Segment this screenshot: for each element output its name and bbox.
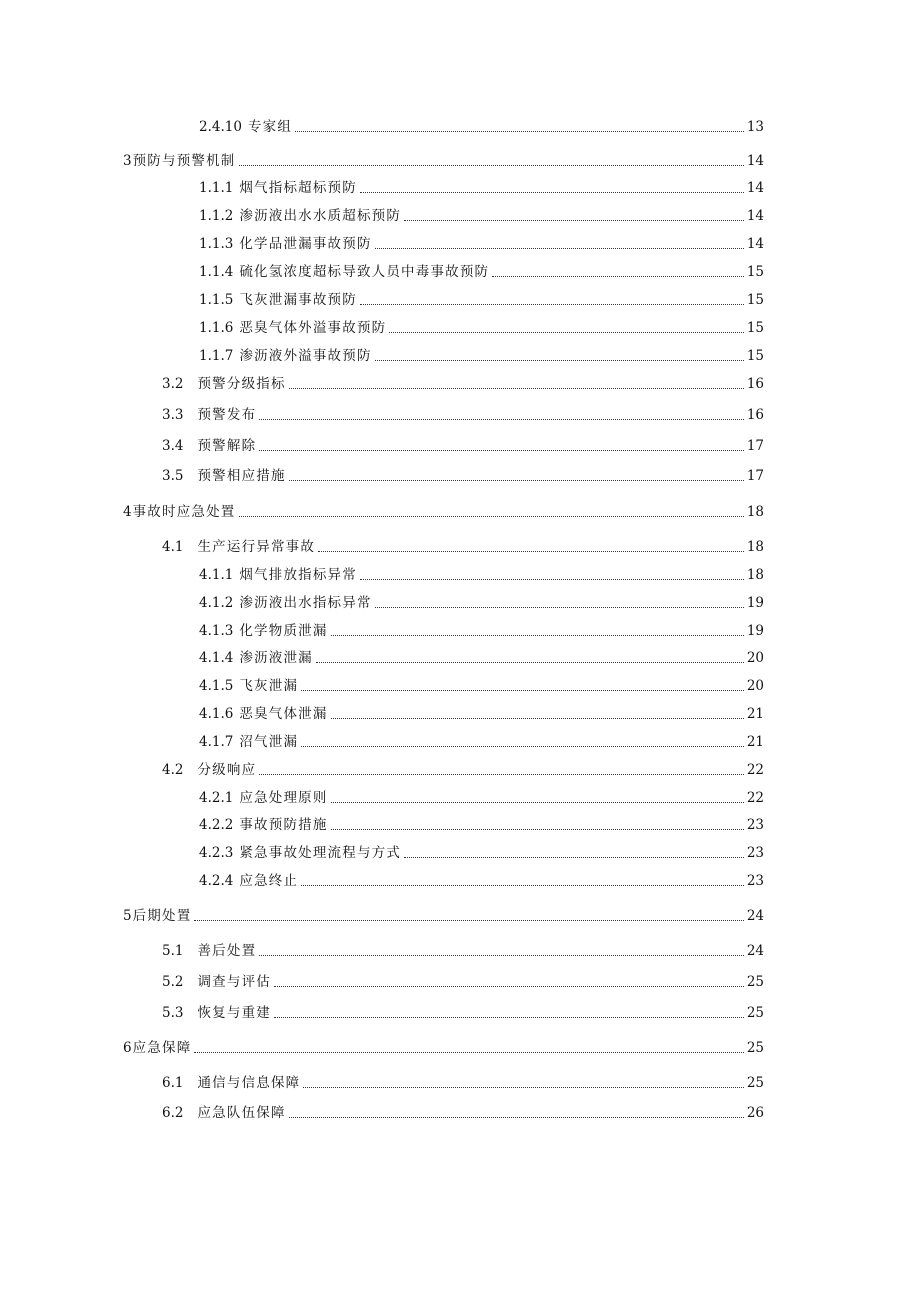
toc-number: 3	[123, 153, 132, 169]
toc-number: 4.2.1	[199, 790, 234, 806]
toc-number: 4.2	[162, 762, 184, 778]
toc-page: 21	[746, 734, 764, 750]
toc-number: 4	[123, 504, 132, 520]
toc-leader	[289, 480, 744, 481]
toc-title: 专家组	[247, 119, 293, 135]
toc-number: 3.5	[162, 468, 184, 484]
toc-page: 25	[746, 1075, 764, 1091]
toc-number: 3.4	[162, 438, 184, 454]
toc-title: 事故预防措施	[239, 817, 328, 833]
toc-entry[interactable]	[199, 648, 764, 668]
toc-page: 15	[746, 348, 764, 364]
toc-number: 5.2	[162, 974, 184, 990]
toc-page: 17	[746, 438, 764, 454]
toc-entry[interactable]	[123, 906, 764, 926]
toc-entry[interactable]	[199, 117, 764, 137]
toc-page: 25	[746, 1040, 764, 1056]
toc-page: 23	[746, 817, 764, 833]
toc-title: 紧急事故处理流程与方式	[239, 845, 402, 861]
toc-entry[interactable]	[199, 234, 764, 254]
toc-page: 21	[746, 706, 764, 722]
toc-number: 4.1.3	[199, 623, 234, 639]
toc-title: 化学品泄漏事故预防	[239, 236, 372, 252]
toc-leader	[331, 802, 744, 803]
toc-number: 4.1.2	[199, 595, 234, 611]
toc-title: 渗沥液泄漏	[239, 650, 313, 666]
toc-page: 20	[746, 678, 764, 694]
toc-number: 1.1.4	[199, 264, 234, 280]
toc-entry[interactable]	[162, 537, 764, 557]
toc-page: 23	[746, 873, 764, 889]
toc-leader	[289, 388, 744, 389]
toc-page: 13	[746, 119, 764, 135]
toc-leader	[375, 607, 744, 608]
toc-number: 1.1.2	[199, 208, 234, 224]
toc-title: 预防与预警机制	[132, 153, 236, 169]
toc-leader	[301, 746, 744, 747]
toc-leader	[404, 220, 744, 221]
toc-page: 18	[746, 567, 764, 583]
toc-leader	[259, 774, 744, 775]
toc-number: 4.1.1	[199, 567, 234, 583]
toc-leader	[360, 579, 744, 580]
toc-entry[interactable]	[162, 436, 764, 456]
toc-title: 预警相应措施	[197, 468, 286, 484]
toc-number: 5.3	[162, 1005, 184, 1021]
toc-leader	[301, 690, 744, 691]
toc-title: 通信与信息保障	[197, 1075, 301, 1091]
toc-title: 预警发布	[197, 407, 257, 423]
toc-title: 恢复与重建	[197, 1005, 271, 1021]
toc-title: 后期处置	[132, 908, 192, 924]
toc-leader	[301, 885, 744, 886]
toc-entry[interactable]	[162, 1073, 764, 1093]
toc-title: 恶臭气体外溢事故预防	[239, 320, 387, 336]
toc-leader	[274, 986, 744, 987]
toc-title: 善后处置	[197, 943, 257, 959]
toc-leader	[259, 419, 744, 420]
toc-page: 19	[746, 623, 764, 639]
toc-title: 生产运行异常事故	[197, 539, 316, 555]
toc-entry[interactable]	[162, 1103, 764, 1123]
toc-number: 6	[123, 1040, 132, 1056]
toc-title: 渗沥液出水水质超标预防	[239, 208, 402, 224]
toc-number: 4.2.4	[199, 873, 234, 889]
toc-number: 4.1.5	[199, 678, 234, 694]
toc-number: 6.1	[162, 1075, 184, 1091]
toc-entry[interactable]	[199, 704, 764, 724]
toc-page: 22	[746, 790, 764, 806]
toc-number: 4.1.7	[199, 734, 234, 750]
toc-entry[interactable]	[199, 871, 764, 891]
toc-page: 17	[746, 468, 764, 484]
toc-leader	[375, 248, 744, 249]
toc-leader	[360, 192, 744, 193]
toc-entry[interactable]	[123, 151, 764, 171]
toc-number: 4.2.2	[199, 817, 234, 833]
toc-leader	[239, 165, 744, 166]
toc-title: 烟气排放指标异常	[239, 567, 357, 583]
toc-page: 15	[746, 292, 764, 308]
toc-number: 1.1.3	[199, 236, 234, 252]
toc-leader	[375, 360, 744, 361]
toc-entry[interactable]	[162, 760, 764, 780]
toc-leader	[331, 829, 744, 830]
toc-title: 应急保障	[132, 1040, 192, 1056]
toc-number: 2.4.10	[199, 119, 242, 135]
toc-page: 16	[746, 407, 764, 423]
toc-entry[interactable]	[199, 290, 764, 310]
toc-page: 16	[746, 376, 764, 392]
toc-number: 4.1.6	[199, 706, 234, 722]
toc-leader	[289, 1117, 744, 1118]
toc-leader	[303, 1087, 743, 1088]
toc-title: 应急队伍保障	[197, 1105, 286, 1121]
toc-number: 1.1.1	[199, 180, 234, 196]
toc-page: 14	[746, 153, 764, 169]
toc-title: 渗沥液外溢事故预防	[239, 348, 372, 364]
toc-entry[interactable]	[199, 621, 764, 641]
toc-leader	[295, 131, 744, 132]
toc-title: 化学物质泄漏	[239, 623, 328, 639]
toc-page: 18	[746, 539, 764, 555]
toc-title: 事故时应急处置	[132, 504, 236, 520]
toc-entry[interactable]	[199, 815, 764, 835]
toc-leader	[389, 332, 743, 333]
toc-title: 沼气泄漏	[239, 734, 299, 750]
toc-page: 20	[746, 650, 764, 666]
toc-leader	[259, 450, 744, 451]
toc-entry[interactable]	[162, 405, 764, 425]
toc-leader	[492, 276, 744, 277]
toc-title: 应急处理原则	[239, 790, 328, 806]
toc-title: 渗沥液出水指标异常	[239, 595, 372, 611]
toc-page: 18	[746, 504, 764, 520]
toc-entry[interactable]	[123, 502, 764, 522]
toc-entry[interactable]	[162, 1003, 764, 1023]
toc-page: 24	[746, 908, 764, 924]
toc-title: 硫化氢浓度超标导致人员中毒事故预防	[239, 264, 490, 280]
toc-entry[interactable]	[199, 732, 764, 752]
toc-number: 1.1.6	[199, 320, 234, 336]
toc-entry[interactable]	[199, 262, 764, 282]
toc-title: 飞灰泄漏	[239, 678, 299, 694]
toc-page: 19	[746, 595, 764, 611]
toc-number: 4.1	[162, 539, 184, 555]
toc-page: 14	[746, 180, 764, 196]
toc-entry[interactable]	[199, 843, 764, 863]
toc-entry[interactable]	[199, 318, 764, 338]
toc-page: 25	[746, 1005, 764, 1021]
toc-number: 5.1	[162, 943, 184, 959]
toc-entry[interactable]	[162, 941, 764, 961]
toc-title: 调查与评估	[197, 974, 271, 990]
toc-leader	[194, 1052, 743, 1053]
toc-title: 预警分级指标	[197, 376, 286, 392]
toc-leader	[239, 516, 744, 517]
toc-entry[interactable]	[123, 1038, 764, 1058]
toc-title: 飞灰泄漏事故预防	[239, 292, 357, 308]
toc-title: 预警解除	[197, 438, 257, 454]
toc-number: 5	[123, 908, 132, 924]
toc-page: 14	[746, 236, 764, 252]
toc-leader	[331, 718, 744, 719]
toc-title: 分级响应	[197, 762, 257, 778]
toc-number: 4.1.4	[199, 650, 234, 666]
toc-entry[interactable]	[199, 676, 764, 696]
toc-number: 4.2.3	[199, 845, 234, 861]
toc-page: 22	[746, 762, 764, 778]
toc-entry[interactable]	[199, 346, 764, 366]
toc-entry[interactable]	[162, 972, 764, 992]
toc-leader	[318, 551, 744, 552]
toc-entry[interactable]	[199, 593, 764, 613]
toc-page: 24	[746, 943, 764, 959]
toc-entry[interactable]	[199, 788, 764, 808]
toc-number: 3.2	[162, 376, 184, 392]
toc-title: 烟气指标超标预防	[239, 180, 357, 196]
toc-page: 15	[746, 320, 764, 336]
toc-page: 25	[746, 974, 764, 990]
toc-leader	[360, 304, 744, 305]
toc-page: 15	[746, 264, 764, 280]
toc-leader	[331, 635, 744, 636]
toc-page: 26	[746, 1105, 764, 1121]
toc-title: 恶臭气体泄漏	[239, 706, 328, 722]
toc-number: 1.1.7	[199, 348, 234, 364]
toc-leader	[316, 662, 744, 663]
toc-number: 6.2	[162, 1105, 184, 1121]
toc-number: 3.3	[162, 407, 184, 423]
toc-page: 14	[746, 208, 764, 224]
toc-number: 1.1.5	[199, 292, 234, 308]
toc-leader	[259, 955, 744, 956]
toc-title: 应急终止	[239, 873, 299, 889]
toc-leader	[274, 1017, 744, 1018]
toc-entry[interactable]	[199, 178, 764, 198]
toc-leader	[194, 920, 743, 921]
toc-entry[interactable]	[199, 206, 764, 226]
toc-entry[interactable]	[162, 466, 764, 486]
toc-entry[interactable]	[162, 374, 764, 394]
toc-leader	[404, 857, 744, 858]
toc-page: 23	[746, 845, 764, 861]
toc-entry[interactable]	[199, 565, 764, 585]
